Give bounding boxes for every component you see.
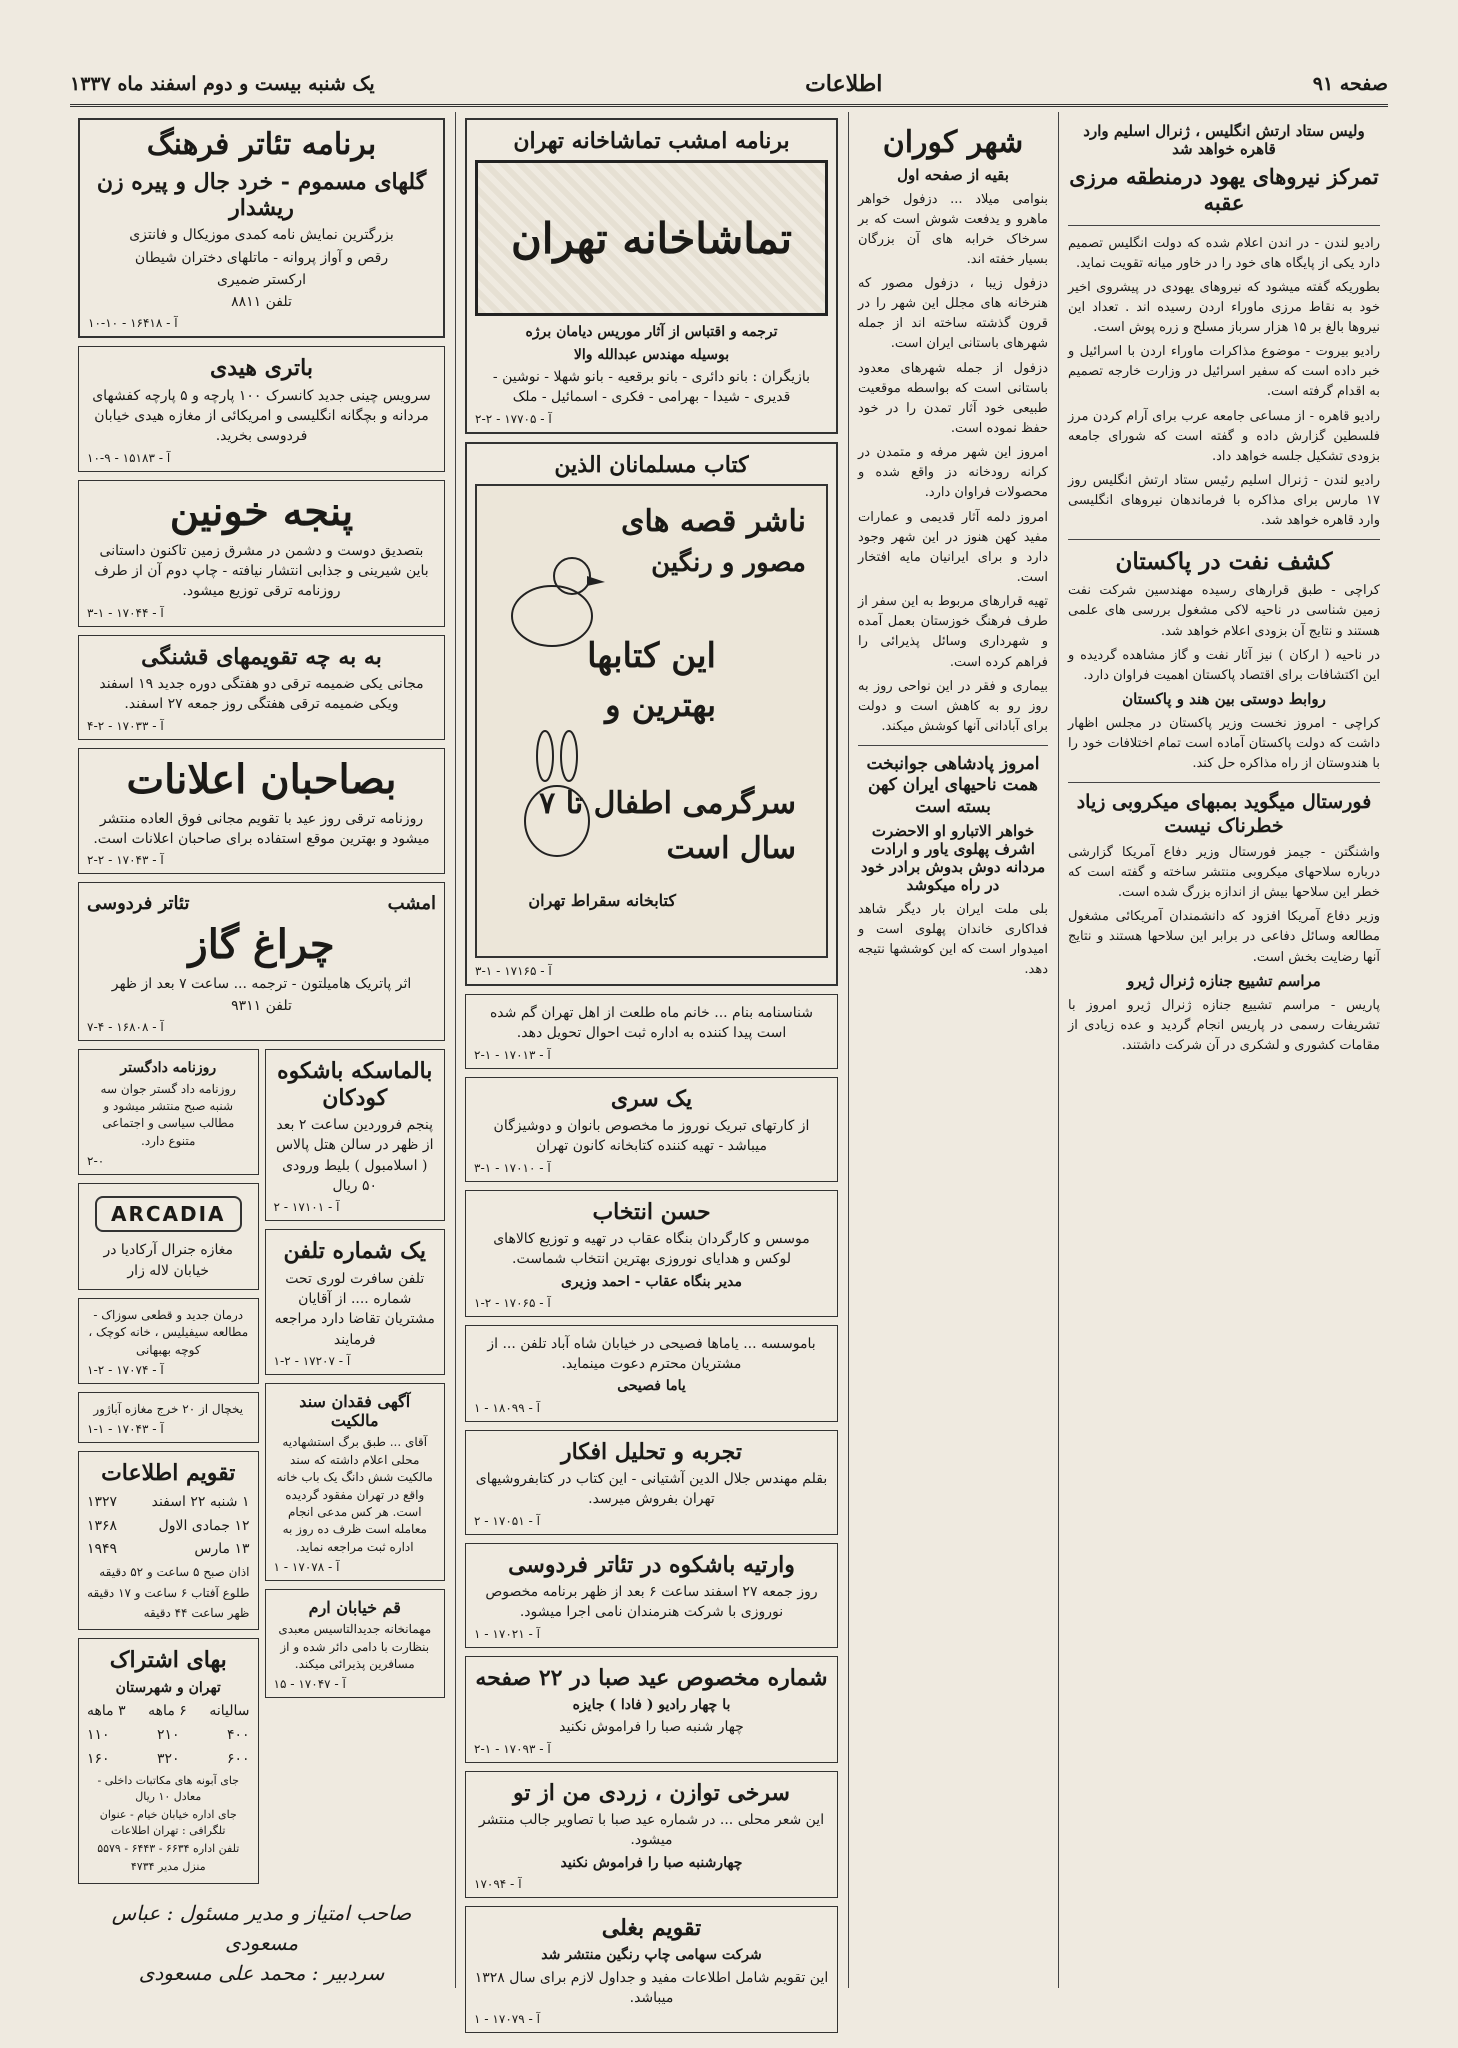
notice-text: این تقویم شامل اطلاعات مفید و جداول لازم برای سال ۱۳۲۸ میباشد.	[474, 1969, 829, 2006]
paragraph: وزیر دفاع آمریکا افزود که دانشمندان آمریکائی مشغول مطالعه وسائل دفاعی در برابر این سلاحها هستند و نتایج آنها رضایت بخش است.	[1068, 909, 1380, 965]
signature	[78, 1898, 445, 1988]
notice-sign: یاما فصیحی	[617, 1378, 686, 1395]
ad-line: ارکستر ضمیری	[216, 271, 307, 288]
divider	[1068, 539, 1380, 540]
paragraph: دزفول از جمله شهرهای معدود باستانی است که بواسطه موقعیت طبیعی خود آثار تمدن را در خود حفظ نموده است.	[858, 360, 1048, 437]
notice-text: چهار شنبه صبا را فراموش نکنید	[559, 1719, 744, 1736]
ad-title: باتری هیدی	[210, 355, 313, 382]
paragraph: رادیو لندن - در اندن اعلام شده که دولت انگلیس تصمیم دارد یکی از پایگاه های خود را در خاور میانه تقویت نماید.	[1068, 235, 1380, 271]
ad-text: روزنامه ترقی روز عید با تقویم مجانی فوق العاده منتشر میشود و بهترین موقع استفاده برای صاحبان اعلانات است.	[93, 810, 430, 847]
ad-code: آ - ۱۷۰۳۳ - ۲-۴	[87, 718, 164, 733]
book-illustration	[475, 484, 828, 958]
ad-text: تلفن سافرت لوری تحت شماره .... از آقایان مشتریان تقاضا دارد مراجعه فرمایند	[274, 1270, 435, 1348]
phone-number-ad	[265, 1229, 446, 1375]
lost-deed-ad	[265, 1383, 446, 1581]
subscription-cell: ۳۲۰	[156, 1750, 180, 1767]
calendar-row	[87, 1603, 250, 1623]
column-rule	[455, 112, 456, 1988]
notice-saba	[465, 1656, 838, 1763]
calendar-cell: ۱ شنبه ۲۲ اسفند	[151, 1493, 250, 1510]
cinema-credits: ترجمه و اقتباس از آثار موریس دیامان برژه	[525, 324, 778, 341]
article-subtitle: مراسم تشییع جنازه ژنرال ژیرو	[1127, 971, 1321, 990]
calendar-row	[87, 1538, 250, 1562]
ad-code: آ - ۱۶۸۰۸ - ۴-۷	[87, 1020, 164, 1035]
calendar-cell: اذان صبح ۵ ساعت و ۵۲ دقیقه	[99, 1565, 250, 1580]
ad-phone: تلفن ۹۳۱۱	[231, 998, 292, 1015]
paragraph: واشنگتن - جیمز فورستال وزیر دفاع آمریکا گزارشی درباره سلاحهای میکروبی منتشر ساخته و گفته است که خطر این سلاحها بیش از اندازه بزرگ شده است.	[1068, 844, 1380, 901]
ad-phone: تلفن ۸۸۱۱	[231, 294, 292, 311]
notice-cards	[465, 1077, 838, 1182]
qom-hotel-ad	[265, 1589, 446, 1698]
column-news	[1060, 112, 1388, 1988]
subscription-cell: ۱۶۰	[87, 1750, 110, 1767]
notice-foot: چهارشنبه صبا را فراموش نکنید	[560, 1854, 743, 1871]
notice-text: از کارتهای تبریک نوروز ما مخصوص بانوان و دوشیزگان میباشد - تهیه کننده کتابخانه کانون تهران	[493, 1117, 810, 1155]
book-line: سرگرمی اطفال تا ۷	[539, 785, 796, 821]
subscription-row	[87, 1724, 250, 1748]
subscription-cell: سالیانه	[209, 1703, 250, 1720]
arcadia-ad	[78, 1183, 259, 1290]
cinema-heading: برنامه امشب تماشاخانه تهران	[513, 128, 790, 154]
notice-lost-id	[465, 994, 838, 1069]
issue-date: یک شنبه بیست و دوم اسفند ماه ۱۳۳۷	[70, 73, 375, 95]
paragraph: دزفول زیبا ، دزفول مصور که هنرخانه های مجلل این شهر را در قرون گذشته ساخته اند از جمله شهرهای باستانی ایران است.	[858, 276, 1048, 352]
notice-text: بقلم مهندس جلال الدین آشتیانی - این کتاب در کتابفروشیهای تهران بفروش میرسد.	[475, 1471, 828, 1508]
notice-title: وارتیه باشکوه در تئاتر فردوسی	[508, 1551, 795, 1578]
calendar-box	[78, 1451, 259, 1630]
divider	[1068, 782, 1380, 783]
subscription-row	[87, 1700, 250, 1724]
treatment-ad	[78, 1298, 259, 1384]
ad-code: آ - ۱۷۰۹۴	[474, 1876, 522, 1891]
ad-code: آ - ۱۷۰۷۴ - ۲-۱	[87, 1363, 164, 1378]
ad-code: آ - ۱۷۰۴۷ - ۱۵	[273, 1677, 346, 1692]
kicker: ولیس ستاد ارتش انگلیس ، ژنرال اسلیم وارد قاهره خواهد شد	[1083, 122, 1365, 158]
notice-selection	[465, 1190, 838, 1317]
notice-poem	[465, 1771, 838, 1898]
page-header	[70, 64, 1388, 107]
calendar-row	[87, 1562, 250, 1582]
ad-title: به به چه تقویمهای قشنگی	[141, 643, 382, 670]
book-line: بهترین و	[605, 685, 716, 724]
calendar-cell: ۱۳۶۸	[87, 1517, 118, 1534]
page-number: صفحه ۹۱	[1312, 73, 1388, 95]
ad-code: آ - ۱۶۴۱۸ - ۱۰-۱۰	[88, 316, 178, 331]
calendar-cell: ۱۹۴۹	[87, 1541, 118, 1558]
subscription-cell: ۱۱۰	[87, 1726, 110, 1743]
subscription-row	[87, 1748, 250, 1772]
divider	[1068, 225, 1380, 226]
calendar-row	[87, 1583, 250, 1603]
ad-code: آ - ۱۷۱۶۵ - ۱-۳	[475, 963, 552, 978]
calendars-ad	[78, 635, 445, 740]
ad-text: روزنامه داد گستر جوان سه شنبه صبح منتشر میشود و مطالب سیاسی و اجتماعی متنوع دارد.	[100, 1081, 236, 1148]
subscription-note: جای آبونه های مکاتبات داخلی - معادل ۱۰ ریال	[97, 1774, 239, 1804]
paragraph: رادیو لندن - ژنرال اسلیم رئیس ستاد ارتش انگلیس روز ۱۷ مارس برای مذاکره با فرماندهان نیروهای انگلیسی وارد قاهره خواهد شد.	[1068, 473, 1380, 529]
article-subtitle: روابط دوستی بین هند و پاکستان	[1122, 689, 1326, 708]
ad-code: آ - ۱۵۱۸۳ - ۹-۱۰	[87, 450, 171, 465]
ads-split-right	[265, 1049, 446, 1892]
article-title: شهر کوران	[882, 125, 1024, 160]
ad-code: آ - ۱۷۲۰۷ - ۲-۱	[273, 1353, 351, 1368]
advertisers-ad	[78, 748, 445, 875]
ad-title: پنجه خونین	[169, 487, 354, 535]
ad-line: بزرگترین نمایش نامه کمدی موزیکال و فانتزی	[129, 227, 394, 244]
ad-text: بتصدیق دوست و دشمن در مشرق زمین تاکنون داستانی باین شیرینی و جذابی انتشار نیافته - چاپ دوم آن از طرف روزنامه ترقی توزیع میشود.	[94, 542, 429, 600]
notice-sign: مدیر بنگاه عقاب - احمد وزیری	[560, 1273, 743, 1290]
ads-split	[78, 1049, 445, 1892]
ad-subtitle: گلهای مسموم - خرد جال و پیره زن ریشدار	[96, 168, 427, 221]
column-ads-center	[457, 112, 846, 2027]
ad-label: تئاتر فردوسی	[87, 893, 190, 915]
subscription-sub: تهران و شهرستان	[115, 1679, 221, 1696]
divider	[858, 745, 1048, 746]
ad-text: مهمانخانه جدیدالتاسیس معبدی بنظارت با دامی دائر شده و از مسافرین پذیرائی میکند.	[278, 1622, 432, 1672]
notice-book	[465, 1430, 838, 1535]
subscription-cell: ۴۰۰	[226, 1726, 250, 1743]
cinema-translator: بوسیله مهندس عبدالله والا	[573, 346, 730, 363]
notice-sub: با چهار رادیو ( فادا ) جایزه	[572, 1697, 731, 1714]
notice-sub: شرکت سهامی چاپ رنگین منتشر شد	[541, 1947, 762, 1964]
notice-text: باموسسه ... یاماها فصیحی در خیابان شاه آباد تلفن ... از مشتریان محترم دعوت مینماید.	[487, 1335, 816, 1373]
ad-title: چراغ گاز	[188, 920, 335, 968]
publisher-line: صاحب امتیاز و مدیر مسئول : عباس مسعودی	[111, 1901, 412, 1956]
headline: تمرکز نیروهای یهود درمنطقه مرزی عقبه	[1069, 164, 1379, 216]
masquerade-ad	[265, 1049, 446, 1221]
notice-title: یک سری	[610, 1085, 693, 1112]
article-title: کشف نفت در پاکستان	[1115, 548, 1333, 576]
column-rule	[848, 112, 849, 1988]
subscription-box	[78, 1638, 259, 1884]
calendar-cell: طلوع آفتاب ۶ ساعت و ۱۷ دقیقه	[87, 1585, 250, 1600]
subscription-title: بهای اشتراک	[109, 1647, 227, 1674]
ad-code: آ - ۱۷۰۷۹ - ۱	[474, 2012, 540, 2027]
cinema-cast: بازیگران : بانو دائری - بانو برقعیه - بانو شهلا - نوشین - قدیری - شیدا - بهرامی - فکری - اسمائیل - ملک	[492, 368, 811, 406]
ad-code: آ - ۱۷۱۰۱ - ۲	[273, 1200, 340, 1215]
theater-farhang-ad	[78, 118, 445, 338]
director-phone: منزل مدیر ۴۷۳۴	[130, 1860, 206, 1874]
bloody-hand-ad	[78, 480, 445, 627]
book-line: مصور و رنگین	[651, 547, 806, 578]
paragraph: بیماری و فقر در این نواحی روز به روز رو به کاهش است و دولت برای آبادانی آنها کوشش میکند.	[858, 678, 1048, 735]
ad-text: آقای ... طبق برگ استشهادیه محلی اعلام داشته که سند مالکیت شش دانگ یک باب خانه واقع در تهران مفقود گردیده است. هر کس مدعی انجام معامله است ظرف ده روز به اداره ثبت مراجعه نماید.	[276, 1435, 433, 1554]
hidi-ad	[78, 346, 445, 471]
ad-text: سرویس چینی جدید کانسرک ۱۰۰ پارچه و ۵ پارچه کفشهای مردانه و بچگانه انگلیسی و امریکائی از مغازه هیدی خیابان فردوسی بخرید.	[92, 387, 431, 445]
calendar-cell: ظهر ساعت ۴۴ دقیقه	[143, 1605, 250, 1620]
ad-text: پنجم فروردین ساعت ۲ بعد از ظهر در سالن هتل پالاس ( اسلامبول ) بلیط ورودی ۵۰ ریال	[275, 1117, 434, 1195]
book-heading: کتاب مسلمانان الذین	[554, 451, 749, 478]
ad-line: رقص و آواز پروانه - ماتلهای دختران شیطان	[134, 249, 389, 266]
column-ads-left	[70, 112, 453, 1988]
office-phones: تلفن اداره ۶۶۳۴ - ۶۴۴۳ - ۵۵۷۹	[97, 1842, 240, 1856]
ad-text: یخچال از ۲۰ خرج مغازه آباژور	[93, 1402, 244, 1417]
fridge-ad	[78, 1392, 259, 1443]
calendar-cell: ۱۲ جمادی الاول	[158, 1517, 250, 1534]
ad-code: ۲-۰	[87, 1154, 105, 1169]
book-ad	[465, 442, 838, 986]
editor-line: سردبیر : محمد علی مسعودی	[138, 1961, 385, 1986]
office-address: جای اداره خیابان خیام - عنوان تلگرافی : تهران اطلاعات	[99, 1808, 237, 1838]
calendar-title: تقویم اطلاعات	[101, 1460, 236, 1487]
ad-text: درمان جدید و قطعی سوزاک - مطالعه سیفیلیس ، خانه کوچک ، کوچه بهبهانی	[88, 1307, 249, 1357]
ad-code: آ - ۱۷۰۷۸ - ۱	[273, 1560, 340, 1575]
theater-ferdowsi-ad	[78, 882, 445, 1041]
ad-code: آ - ۱۸۰۹۹ - ۱	[474, 1400, 540, 1415]
arcadia-logo: ARCADIA	[95, 1196, 242, 1232]
book-publisher: کتابخانه سقراط تهران	[528, 890, 676, 910]
section-title: امروز پادشاهی جوانبخت همت ناحیهای ایران کهن بسته است	[866, 754, 1040, 817]
ad-title: قم خیابان ارم	[308, 1598, 401, 1618]
calendar-cell: ۱۳ مارس	[194, 1541, 250, 1558]
calendar-row	[87, 1515, 250, 1539]
calendar-cell: ۱۳۲۷	[87, 1493, 118, 1510]
subscription-cell: ۶ ماهه	[148, 1703, 187, 1720]
column-rule	[1058, 112, 1059, 1988]
ad-code: آ - ۱۷۰۴۴ - ۱-۳	[87, 605, 164, 620]
cinema-ad	[465, 118, 838, 434]
ad-text: مغازه جنرال آرکادیا در خیابان لاله زار	[103, 1242, 234, 1279]
ad-label: امشب	[387, 893, 436, 915]
calendar-row	[87, 1491, 250, 1515]
notice-text: این شعر محلی ... در شماره عید صبا با تصاویر جالب منتشر میشود.	[478, 1812, 825, 1849]
paragraph: امروز این شهر مرفه و متمدن در کرانه رودخانه دز واقع شده و محصولات فراوان دارد.	[858, 445, 1048, 501]
book-line: ناشر قصه های	[621, 503, 806, 539]
book-line: سال است	[666, 830, 796, 866]
notice-title: حسن انتخاب	[592, 1198, 711, 1225]
ad-code: آ - ۱۷۷۰۵ - ۲-۲	[475, 411, 552, 426]
notice-title: تجربه و تحلیل افکار	[561, 1438, 742, 1465]
ad-title: روزنامه دادگستر	[120, 1060, 217, 1077]
paragraph: بنوامی میلاد ... دزفول خواهر ماهرو و یدفعت شوش است که بر سرخاک خرابه های آن بزرگان بسیار خفته اند.	[858, 191, 1048, 267]
ad-code: آ - ۱۷۰۲۱ - ۱	[474, 1626, 540, 1641]
notice-variety	[465, 1543, 838, 1648]
paragraph: امروز دلمه آثار قدیمی و عمارات مفید کهن هنوز در این شهر وجود دارد و برای ایرانیان مایه افتخار است.	[858, 509, 1048, 586]
notice-calendar	[465, 1906, 838, 2033]
paragraph: کراچی - طبق قرارهای رسیده مهندسین شرکت نفت زمین شناسی در ناحیه لاکی مشغول بررسی های علمی هستند و نتایج آن بزودی اعلام خواهد شد.	[1068, 583, 1380, 639]
ad-code: آ - ۱۷۰۶۵ - ۲-۱	[474, 1295, 551, 1310]
ad-title: بصاحبان اعلانات	[126, 755, 397, 803]
paragraph: کراچی - امروز نخست وزیر پاکستان در مجلس اظهار داشت که دولت پاکستان آماده است تمام اختلافات خود را با هندوستان از راه مذاکره حل کند.	[1068, 715, 1380, 772]
notice-fasihi	[465, 1325, 838, 1422]
paragraph: تهیه قرارهای مربوط به این سفر از طرف فرهنگ خوزستان بعمل آمده و شهرداری وسائل پذیرائی را فراهم کرده است.	[858, 594, 1048, 670]
ad-title: یک شماره تلفن	[283, 1238, 426, 1265]
book-line: این کتابها	[587, 635, 716, 676]
notice-text: موسس و کارگردان بنگاه عقاب در تهیه و توزیع کالاهای لوکس و هدایای نوروزی بهترین انتخاب شماست.	[493, 1230, 810, 1268]
paragraph: رادیو قاهره - از مساعی جامعه عرب برای آرام کردن مرز فلسطین گزارش داده و گفته است که شورای جامعه بزودی تشکیل جلسه خواهد داد.	[1068, 408, 1380, 464]
duck-illustration-icon	[497, 526, 607, 666]
paragraph: پاریس - مراسم تشییع جنازه ژنرال ژیرو امروز با تشریفات رسمی در پاریس انجام گردید و عده زیادی از مقامات کشوری و لشکری در آن شرکت داشتند.	[1068, 997, 1380, 1053]
notice-title: شماره مخصوص عید صبا در ۲۲ صفحه	[475, 1664, 828, 1691]
ad-text: اثر پاتریک هامیلتون - ترجمه ... ساعت ۷ بعد از ظهر	[111, 975, 412, 992]
notice-text: روز جمعه ۲۷ اسفند ساعت ۶ بعد از ظهر برنامه مخصوص نوروزی با شرکت هنرمندان نامی اجرا میشود.	[485, 1584, 818, 1621]
paper-name: اطلاعات	[805, 71, 883, 97]
subscription-cell: ۶۰۰	[226, 1750, 250, 1767]
subscription-cell: ۳ ماهه	[87, 1703, 126, 1720]
rabbit-illustration-icon	[507, 726, 607, 866]
notice-title: تقویم بغلی	[601, 1914, 702, 1941]
column-article	[850, 112, 1056, 1988]
notice-title: سرخی توازن ، زردی من از تو	[513, 1779, 790, 1806]
ad-code: آ - ۱۷۰۱۳ - ۱-۲	[474, 1047, 551, 1062]
ads-split-left	[78, 1049, 259, 1892]
ad-code: آ - ۱۷۰۴۳ - ۱-۱	[87, 1422, 164, 1437]
ad-title: بالماسکه باشکوه کودکان	[277, 1058, 433, 1111]
paragraph: رادیو بیروت - موضوع مذاکرات ماوراء اردن با اسرائیل و خبر داده است که سفیر اسرائیل در وزارت خارجه تصمیم به اقدام گرفته است.	[1068, 344, 1380, 400]
ad-code: آ - ۱۷۰۵۱ - ۲	[474, 1513, 540, 1528]
paragraph: در ناحیه ( ارکان ) نیز آثار نفت و گاز مشاهده گردیده و این اکتشافات برای اقتصاد پاکستان اهمیت فراوان دارد.	[1068, 647, 1380, 683]
subscription-cell: ۲۱۰	[156, 1726, 180, 1743]
dadgostar-ad	[78, 1049, 259, 1175]
article-title: فورستال میگوید بمبهای میکروبی زیاد خطرناک نیست	[1076, 791, 1372, 838]
cinema-banner: تماشاخانه تهران	[475, 160, 828, 316]
paragraph: بلی ملت ایران بار دیگر شاهد فداکاری خاندان پهلوی است و امیدوار است که این کوششها نتیجه دهد.	[858, 901, 1048, 978]
paragraph: بطوریکه گفته میشود که نیروهای یهودی در پیشروی اخیر خود به نقاط مرزی ماوراء اردن رسیده اند . تعداد این نیروها بالغ بر ۱۵ هزار سرباز مسلح و زره پوش است.	[1068, 279, 1380, 336]
ad-text: مجانی یکی ضمیمه ترقی دو هفتگی دوره جدید ۱۹ اسفند ویکی ضمیمه ترقی هفتگی روز جمعه ۲۷ اسفند.	[99, 676, 424, 713]
notice-text: شناسنامه بنام ... خانم ماه طلعت از اهل تهران گم شده است پیدا کننده به اداره ثبت احوال تحویل دهد.	[489, 1004, 814, 1042]
continued-label: بقیه از صفحه اول	[897, 165, 1009, 184]
ad-code: آ - ۱۷۰۴۳ - ۲-۲	[87, 853, 164, 868]
ad-code: آ - ۱۷۰۱۰ - ۱-۳	[474, 1160, 551, 1175]
section-subtitle: خواهر الاتبارو او الاحضرت اشرف پهلوی یاور و ارادت مردانه دوش بدوش برادر خود در راه میکوشد	[860, 821, 1046, 894]
ad-title: آگهی فقدان سند مالکیت	[299, 1391, 411, 1431]
ad-title: برنامه تئاتر فرهنگ	[146, 127, 377, 162]
ad-code: آ - ۱۷۰۹۳ - ۱-۲	[474, 1741, 551, 1756]
